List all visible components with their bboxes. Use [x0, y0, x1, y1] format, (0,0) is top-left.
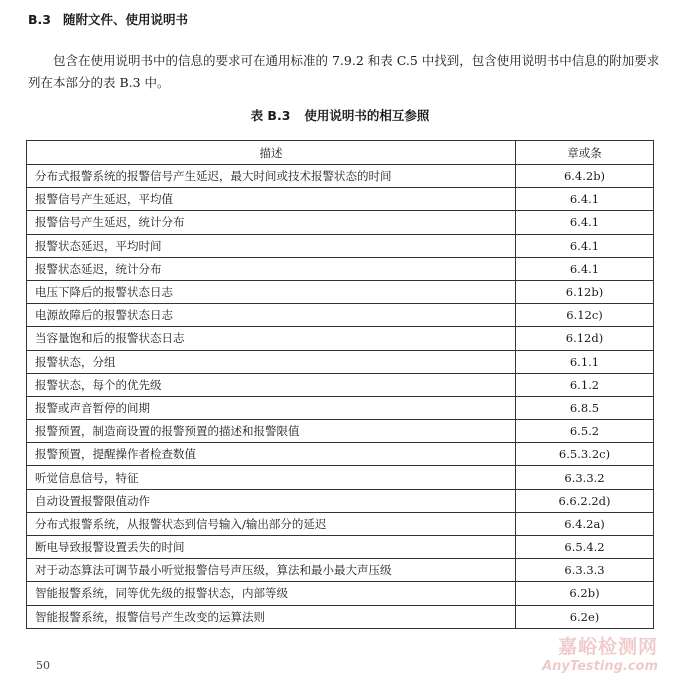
table-row — [27, 512, 654, 535]
watermark-cn: 嘉峪检测网 — [557, 636, 658, 658]
row-clause: 6.4.1 — [516, 234, 654, 257]
row-clause: 6.4.1 — [516, 188, 654, 211]
row-description: 智能报警系统，同等优先级的报警状态，内部等级 — [27, 582, 516, 605]
table-body — [27, 165, 654, 629]
row-description: 自动设置报警限值动作 — [27, 489, 516, 512]
row-description: 报警状态，每个的优先级 — [27, 373, 516, 396]
row-clause: 6.1.2 — [516, 373, 654, 396]
watermark-logo — [542, 632, 658, 674]
section-title: 随附文件、使用说明书 — [62, 12, 188, 27]
header-description: 描述 — [27, 141, 516, 165]
row-clause: 6.8.5 — [516, 396, 654, 419]
section-heading — [28, 10, 188, 28]
row-description: 分布式报警系统的报警信号产生延迟，最大时间或技术报警状态的时间 — [27, 165, 516, 188]
row-clause: 6.3.3.3 — [516, 559, 654, 582]
row-clause: 6.12b) — [516, 280, 654, 303]
row-description: 报警信号产生延迟，平均值 — [27, 188, 516, 211]
row-description: 电源故障后的报警状态日志 — [27, 304, 516, 327]
row-description: 报警或声音暂停的间期 — [27, 396, 516, 419]
cross-reference-table — [26, 140, 654, 629]
row-clause: 6.12c) — [516, 304, 654, 327]
table-row — [27, 559, 654, 582]
row-description: 报警预置，制造商设置的报警预置的描述和报警限值 — [27, 420, 516, 443]
table-row — [27, 188, 654, 211]
table-caption-title: 使用说明书的相互参照 — [304, 108, 430, 123]
section-number: B.3 — [28, 12, 51, 27]
header-clause: 章或条 — [516, 141, 654, 165]
table-row — [27, 350, 654, 373]
row-clause: 6.5.4.2 — [516, 536, 654, 559]
row-clause: 6.6.2.2d) — [516, 489, 654, 512]
row-description: 报警状态，分组 — [27, 350, 516, 373]
table-row — [27, 605, 654, 628]
row-description: 听觉信息信号，特征 — [27, 466, 516, 489]
row-description: 智能报警系统，报警信号产生改变的运算法则 — [27, 605, 516, 628]
table-row — [27, 536, 654, 559]
row-clause: 6.2e) — [516, 605, 654, 628]
row-clause: 6.4.2b) — [516, 165, 654, 188]
table-row — [27, 211, 654, 234]
table-row — [27, 582, 654, 605]
table-row — [27, 234, 654, 257]
row-description: 当容量饱和后的报警状态日志 — [27, 327, 516, 350]
row-description: 报警预置，提醒操作者检查数值 — [27, 443, 516, 466]
table-caption — [0, 106, 680, 124]
row-description: 电压下降后的报警状态日志 — [27, 280, 516, 303]
table-row — [27, 165, 654, 188]
row-clause: 6.5.3.2c) — [516, 443, 654, 466]
table-row — [27, 304, 654, 327]
table-row — [27, 420, 654, 443]
intro-paragraph: 包含在使用说明书中的信息的要求可在通用标准的 7.9.2 和表 C.5 中找到，包含使用说明书中信息的附加要求列在本部分的表 B.3 中。 — [28, 53, 660, 90]
table-row — [27, 280, 654, 303]
watermark-en: AnyTesting.com — [542, 659, 658, 674]
row-clause: 6.12d) — [516, 327, 654, 350]
row-clause: 6.5.2 — [516, 420, 654, 443]
row-description: 报警信号产生延迟，统计分布 — [27, 211, 516, 234]
row-description: 对于动态算法可调节最小听觉报警信号声压级，算法和最小最大声压级 — [27, 559, 516, 582]
table-caption-number: 表 B.3 — [250, 108, 291, 123]
row-clause: 6.4.1 — [516, 257, 654, 280]
table-row — [27, 373, 654, 396]
table-row — [27, 466, 654, 489]
row-clause: 6.1.1 — [516, 350, 654, 373]
table-row — [27, 327, 654, 350]
row-clause: 6.2b) — [516, 582, 654, 605]
table-row — [27, 257, 654, 280]
table-row — [27, 396, 654, 419]
row-description: 报警状态延迟，平均时间 — [27, 234, 516, 257]
row-description: 分布式报警系统，从报警状态到信号输入/输出部分的延迟 — [27, 512, 516, 535]
table-row — [27, 489, 654, 512]
table-header-row — [27, 141, 654, 165]
row-description: 断电导致报警设置丢失的时间 — [27, 536, 516, 559]
page-number: 50 — [36, 659, 50, 672]
table-row — [27, 443, 654, 466]
row-clause: 6.4.1 — [516, 211, 654, 234]
row-clause: 6.4.2a) — [516, 512, 654, 535]
row-description: 报警状态延迟，统计分布 — [27, 257, 516, 280]
row-clause: 6.3.3.2 — [516, 466, 654, 489]
